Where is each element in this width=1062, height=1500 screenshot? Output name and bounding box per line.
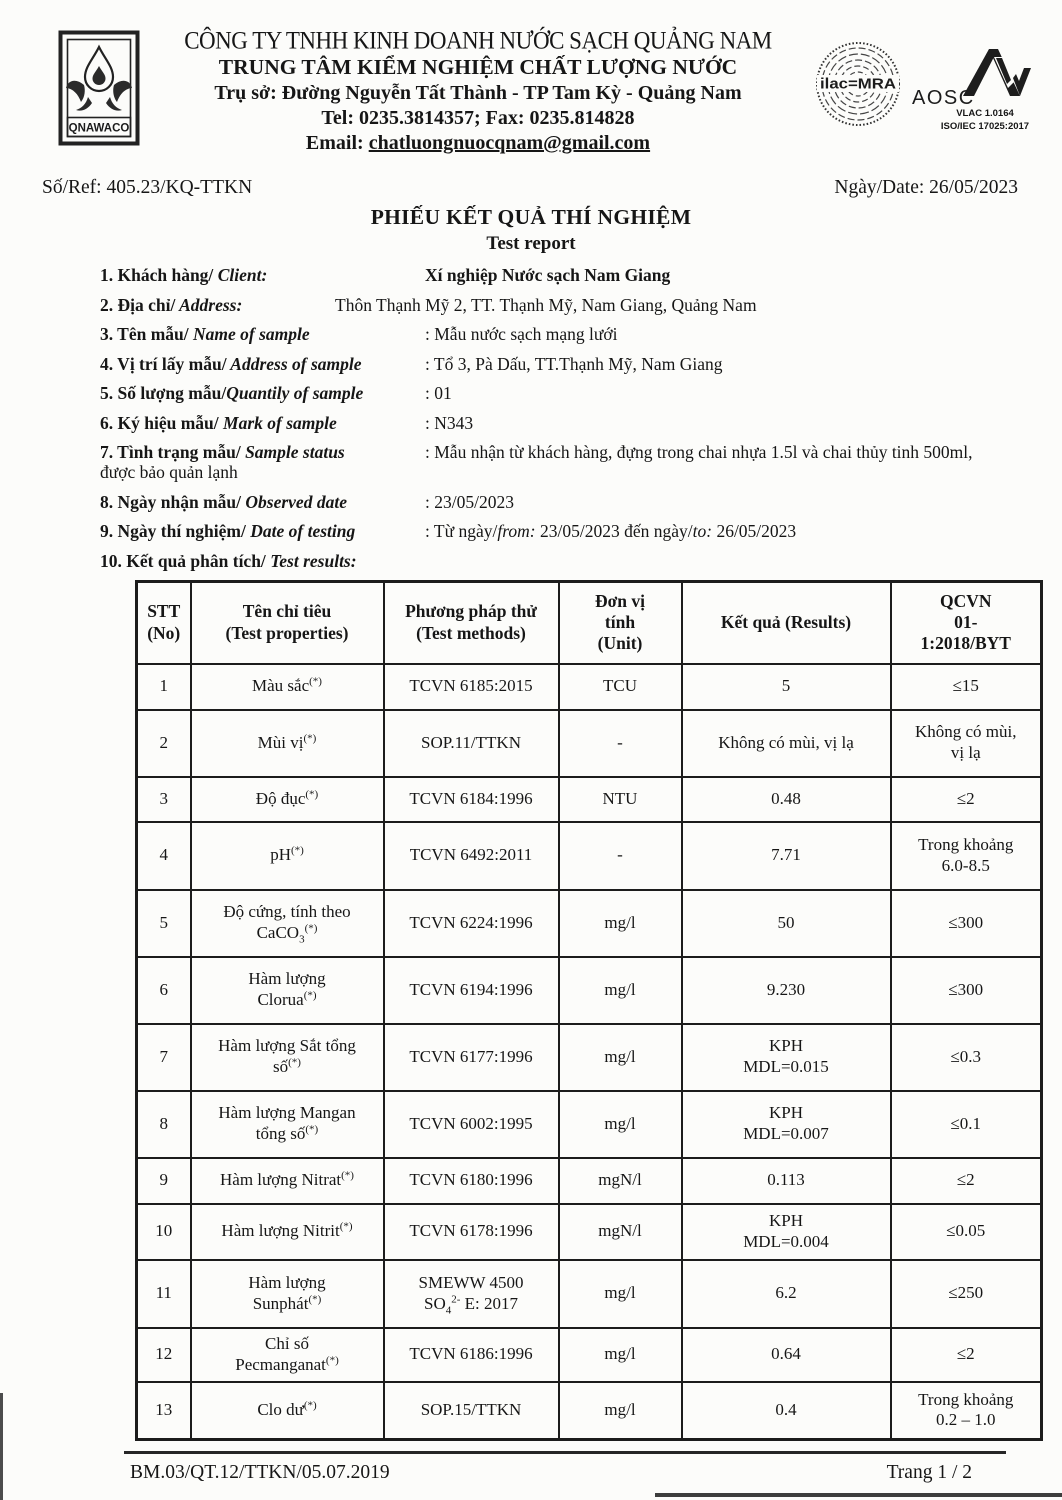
label-vi: 10. Kết quả phân tích/: [100, 550, 266, 571]
table-row: [137, 664, 1042, 710]
table-row: [137, 1328, 1042, 1382]
cell-method: TCVN 6185:2015: [384, 664, 559, 710]
col-header-method: Phương pháp thử (Test methods): [384, 582, 559, 664]
cell-result: 0.4: [682, 1382, 891, 1440]
cell-limit: Trong khoảng 0.2 – 1.0: [891, 1382, 1042, 1440]
quantity-value: : 01: [425, 383, 452, 403]
client-value: Xí nghiệp Nước sạch Nam Giang: [425, 265, 671, 285]
results-table: [135, 580, 1043, 1441]
col-header-result: Kết quả (Results): [682, 582, 891, 664]
cell-method: TCVN 6177:1996: [384, 1024, 559, 1091]
cell-unit: mg/l: [559, 1260, 682, 1328]
cell-no: 1: [137, 664, 191, 710]
table-row: [137, 1382, 1042, 1440]
observed-date-value: : 23/05/2023: [425, 491, 514, 512]
cell-method: TCVN 6002:1995: [384, 1091, 559, 1158]
cell-name: Mùi vị(*): [191, 710, 384, 777]
cell-result: KPH MDL=0.004: [682, 1204, 891, 1260]
cell-unit: TCU: [559, 664, 682, 710]
info-item-client: [100, 265, 1010, 285]
report-title-en: Test report: [486, 233, 576, 254]
cell-result: KPH MDL=0.007: [682, 1091, 891, 1158]
cell-limit: ≤15: [891, 664, 1042, 710]
aosc-label: AOSC: [912, 87, 975, 108]
cell-unit: mg/l: [559, 1328, 682, 1382]
label-en: Address:: [175, 294, 243, 315]
cell-limit: Không có mùi, vị lạ: [891, 710, 1042, 777]
company-address: Trụ sở: Đường Nguyễn Tất Thành - TP Tam Kỳ - Quảng Nam: [214, 82, 742, 104]
mark-value: : N343: [425, 412, 474, 433]
cell-no: 3: [137, 777, 191, 822]
footer: [130, 1462, 972, 1484]
cell-method: SOP.15/TTKN: [384, 1382, 559, 1440]
cell-result: 0.48: [682, 777, 891, 822]
company-header-text: [142, 26, 814, 155]
info-item-sample-address: [100, 354, 1010, 374]
table-header-row: [137, 582, 1042, 664]
table-row: [137, 1260, 1042, 1328]
cell-result: 7.71: [682, 822, 891, 890]
cell-no: 11: [137, 1260, 191, 1328]
accreditation-seals: [814, 36, 1032, 134]
cell-name: Hàm lượng Clorua(*): [191, 957, 384, 1024]
cell-unit: mg/l: [559, 1091, 682, 1158]
cell-unit: mg/l: [559, 890, 682, 957]
cell-unit: mgN/l: [559, 1204, 682, 1260]
company-tel-fax: Tel: 0235.3814357; Fax: 0235.814828: [321, 107, 635, 129]
cell-name: Màu sắc(*): [191, 664, 384, 710]
table-row: [137, 777, 1042, 822]
ilac-mra-seal-icon: [814, 36, 902, 132]
label-en: Name of sample: [188, 324, 310, 344]
label-vi: 7. Tình trạng mẫu/: [100, 442, 241, 462]
cell-name: pH(*): [191, 822, 384, 890]
cell-no: 4: [137, 822, 191, 890]
cell-no: 13: [137, 1382, 191, 1440]
cell-name: Hàm lượng Nitrit(*): [191, 1204, 384, 1260]
cell-result: KPH MDL=0.015: [682, 1024, 891, 1091]
email-address: chatluongnuocqnam@gmail.com: [368, 132, 651, 154]
page-number: Trang 1 / 2: [886, 1462, 972, 1483]
cell-limit: ≤300: [891, 890, 1042, 957]
cell-limit: ≤250: [891, 1260, 1042, 1328]
email-label: Email:: [305, 132, 369, 154]
cell-limit: ≤0.3: [891, 1024, 1042, 1091]
cell-name: Độ cứng, tính theo CaCO$_3$(*): [191, 890, 384, 957]
cell-result: 9.230: [682, 957, 891, 1024]
cell-unit: -: [559, 822, 682, 890]
scan-artifact-left-edge: [0, 1393, 3, 1500]
cell-unit: mg/l: [559, 1382, 682, 1440]
cell-limit: ≤0.1: [891, 1091, 1042, 1158]
table-row: [137, 1204, 1042, 1260]
info-item-testing-date: [100, 521, 1010, 541]
label-vi: 3. Tên mẫu/: [100, 324, 189, 344]
vlac-number: VLAC 1.0164: [956, 108, 1014, 119]
ref-number: Số/Ref: 405.23/KQ-TTKN: [42, 177, 253, 198]
qnawaco-label: QNAWACO: [68, 122, 130, 135]
cell-name: Hàm lượng Sắt tổng số(*): [191, 1024, 384, 1091]
ilac-mra-label: ilac=MRA: [820, 75, 897, 93]
cell-method: TCVN 6178:1996: [384, 1204, 559, 1260]
cell-method: TCVN 6224:1996: [384, 890, 559, 957]
label-vi: 2. Địa chỉ/: [100, 294, 176, 315]
cell-result: 5: [682, 664, 891, 710]
col-header-limit: QCVN 01- 1:2018/BYT: [891, 582, 1042, 664]
cell-no: 9: [137, 1158, 191, 1204]
cell-no: 2: [137, 710, 191, 777]
table-row: [137, 1091, 1042, 1158]
company-name: CÔNG TY TNHH KINH DOANH NƯỚC SẠCH QUẢNG NAM: [184, 26, 772, 54]
footer-divider: [124, 1451, 1006, 1454]
cell-no: 7: [137, 1024, 191, 1091]
cell-unit: NTU: [559, 777, 682, 822]
cell-unit: -: [559, 710, 682, 777]
table-row: [137, 1024, 1042, 1091]
label-vi: 5. Số lượng mẫu/: [100, 383, 227, 403]
cell-name: Clo dư(*): [191, 1382, 384, 1440]
table-row: [137, 822, 1042, 890]
form-code: BM.03/QT.12/TTKN/05.07.2019: [130, 1462, 390, 1483]
label-en: Sample status: [240, 442, 345, 462]
cell-method: TCVN 6180:1996: [384, 1158, 559, 1204]
col-header-unit: Đơn vị tính (Unit): [559, 582, 682, 664]
label-vi: 1. Khách hàng/: [100, 265, 214, 285]
info-item-mark: [100, 413, 1010, 433]
cell-method: TCVN 6194:1996: [384, 957, 559, 1024]
cell-name: Hàm lượng Sunphát(*): [191, 1260, 384, 1328]
info-item-status: [100, 442, 1010, 482]
cell-no: 5: [137, 890, 191, 957]
iso-standard: ISO/IEC 17025:2017: [940, 120, 1030, 132]
status-value: : Mẫu nhận từ khách hàng, đựng trong chai nhựa 1.5l và chai thủy tinh 500ml, được bảo quản lạnh: [100, 442, 973, 482]
company-email-line: [148, 132, 808, 155]
cell-name: Hàm lượng Mangan tổng số(*): [191, 1091, 384, 1158]
cell-method: SMEWW 4500 $SO_4^{2-}$ E: 2017: [384, 1260, 559, 1328]
label-en: Observed date: [241, 491, 347, 512]
report-date: Ngày/Date: 26/05/2023: [834, 177, 1018, 198]
info-item-quantity: [100, 383, 1010, 403]
label-en: Quantily of sample: [226, 383, 364, 403]
cell-method: TCVN 6186:1996: [384, 1328, 559, 1382]
cell-result: 0.64: [682, 1328, 891, 1382]
cell-limit: ≤0.05: [891, 1204, 1042, 1260]
report-title-vi: PHIẾU KẾT QUẢ THÍ NGHIỆM: [370, 205, 692, 229]
info-item-sample-name: [100, 324, 1010, 344]
meta-line: [0, 177, 1062, 199]
cell-result: 6.2: [682, 1260, 891, 1328]
cell-no: 10: [137, 1204, 191, 1260]
cell-limit: ≤2: [891, 777, 1042, 822]
document-header: [0, 0, 1062, 155]
cell-name: Chỉ số Pecmanganat(*): [191, 1328, 384, 1382]
table-row: [137, 957, 1042, 1024]
results-heading: [100, 551, 1010, 571]
col-header-no: STT (No): [137, 582, 191, 664]
water-drop-logo-icon: [58, 30, 140, 146]
cell-limit: ≤2: [891, 1158, 1042, 1204]
cell-name: Độ đục(*): [191, 777, 384, 822]
sample-address-value: : Tổ 3, Pà Dấu, TT.Thạnh Mỹ, Nam Giang: [425, 353, 723, 374]
label-vi: 9. Ngày thí nghiệm/: [100, 521, 246, 541]
testing-date-value: : Từ ngày/from: 23/05/2023 đến ngày/to: 26/05/2023: [425, 521, 797, 541]
cell-result: 0.113: [682, 1158, 891, 1204]
cell-no: 8: [137, 1091, 191, 1158]
address-value: Thôn Thạnh Mỹ 2, TT. Thạnh Mỹ, Nam Giang, Quảng Nam: [335, 294, 757, 315]
label-vi: 4. Vị trí lấy mẫu/: [100, 353, 227, 374]
cell-no: 12: [137, 1328, 191, 1382]
cell-limit: Trong khoảng 6.0-8.5: [891, 822, 1042, 890]
label-en: Address of sample: [226, 353, 362, 374]
center-name: TRUNG TÂM KIỂM NGHIỆM CHẤT LƯỢNG NƯỚC: [218, 55, 738, 79]
cell-name: Hàm lượng Nitrat(*): [191, 1158, 384, 1204]
sample-info-list: [100, 265, 1010, 571]
sample-name-value: : Mẫu nước sạch mạng lưới: [425, 324, 618, 344]
label-en: Client:: [213, 265, 268, 285]
table-row: [137, 890, 1042, 957]
label-vi: 6. Ký hiệu mẫu/: [100, 412, 219, 433]
info-item-address: [100, 295, 1010, 315]
qnawaco-logo: [58, 30, 142, 151]
cell-method: SOP.11/TTKN: [384, 710, 559, 777]
aosc-logo-icon: [910, 36, 1032, 108]
label-en: Date of testing: [245, 521, 356, 541]
label-vi: 8. Ngày nhận mẫu/: [100, 491, 242, 512]
cell-unit: mg/l: [559, 1024, 682, 1091]
info-item-observed-date: [100, 492, 1010, 512]
scan-artifact-bottom-line: [655, 1493, 1062, 1497]
label-en: Mark of sample: [218, 412, 337, 433]
cell-limit: ≤2: [891, 1328, 1042, 1382]
aosc-block: [910, 36, 1032, 134]
cell-method: TCVN 6184:1996: [384, 777, 559, 822]
table-row: [137, 710, 1042, 777]
label-en: Test results:: [265, 550, 357, 571]
cell-unit: mg/l: [559, 957, 682, 1024]
cell-result: Không có mùi, vị lạ: [682, 710, 891, 777]
cell-no: 6: [137, 957, 191, 1024]
cell-limit: ≤300: [891, 957, 1042, 1024]
cell-method: TCVN 6492:2011: [384, 822, 559, 890]
table-row: [137, 1158, 1042, 1204]
cell-unit: mgN/l: [559, 1158, 682, 1204]
col-header-name: Tên chỉ tiêu (Test properties): [191, 582, 384, 664]
cell-result: 50: [682, 890, 891, 957]
